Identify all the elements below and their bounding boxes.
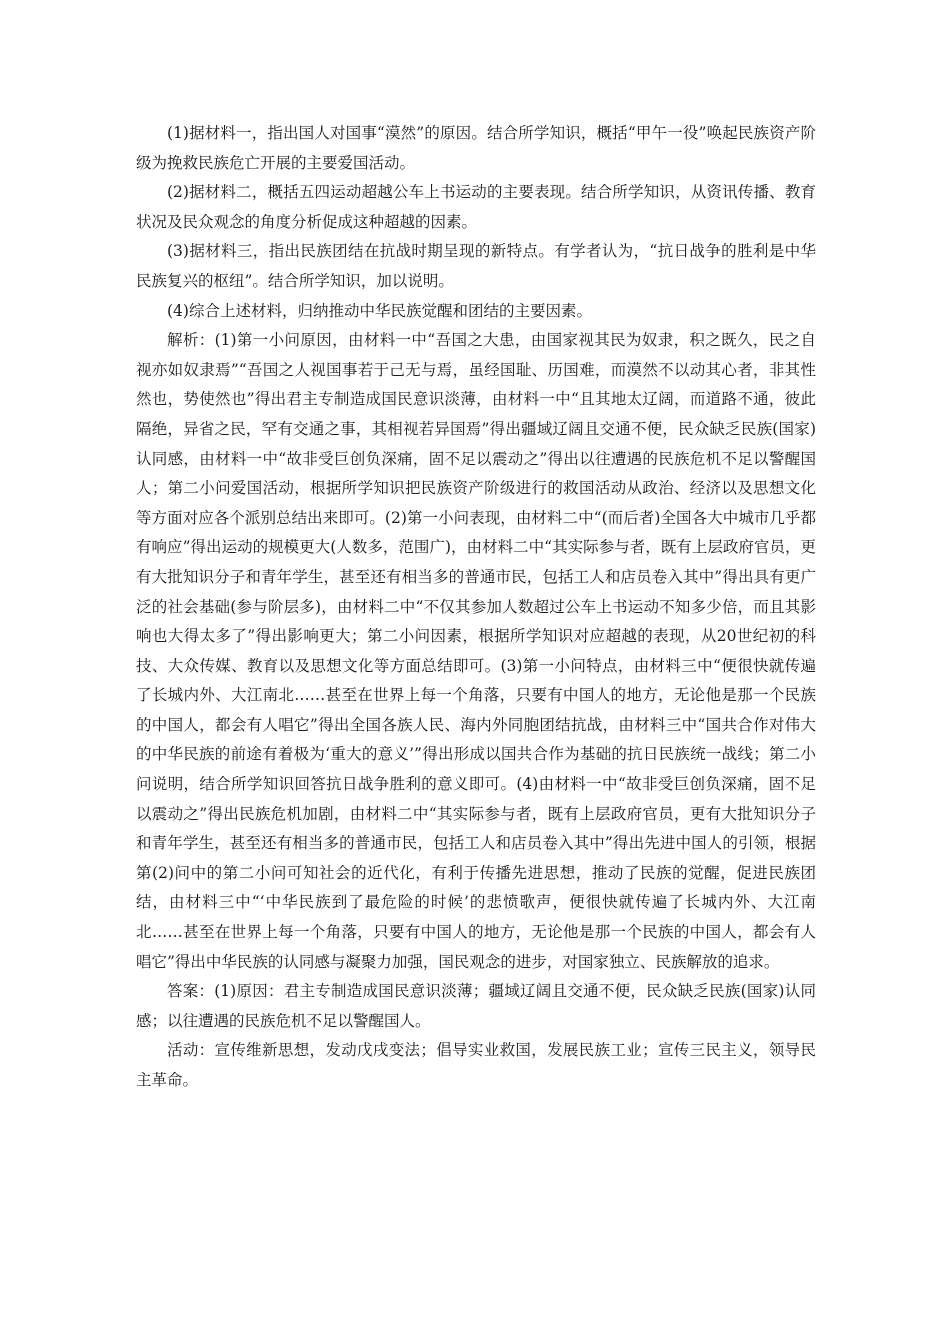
question-2: (2)据材料二，概括五四运动超越公车上书运动的主要表现。结合所学知识，从资讯传播、教育状况及民众观念的角度分析促成这种超越的因素。 — [136, 183, 816, 231]
answer-paragraph: 答案：(1)原因：君主专制造成国民意识淡薄；疆域辽阔且交通不便，民众缺乏民族(国家)认同感；以往遭遇的民族危机不足以警醒国人。 — [136, 982, 816, 1030]
analysis-paragraph: 解析：(1)第一小问原因，由材料一中“吾国之大患，由国家视其民为奴隶，积之既久，民之自视亦如奴隶焉”“吾国之人视国事若于己无与焉，虽经国耻、历国难，而漠然不以动其心者，非其性然也，势使然也”得出君主专制造成国民意识淡薄，由材料一中“且其地太辽阔，而道路不通，彼此隔绝，异省之民，罕有交通之事，其相视若异国焉”得出疆域辽阔且交通不便，民众缺乏民族(国家)认同感，由材料一中“故非受巨创负深痛，固不足以震动之”得出以往遭遇的民族危机不足以警醒国人；第二小问爱国活动，根据所学知识把民族资产阶级进行的救国活动从政治、经济以及思想文化等方面对应各个派别总结出来即可。(2)第一小问表现，由材料二中“(而后者)全国各大中城市几乎都有响应”得出运动的规模更大(人数多，范围广)，由材料二中“其实际参与者，既有上层政府官员，更有大批知识分子和青年学生，甚至还有相当多的普通市民，包括工人和店员卷入其中”得出具有更广泛的社会基础(参与阶层多)，由材料二中“不仅其参加人数超过公车上书运动不知多少倍，而且其影响也大得太多了”得出影响更大；第二小问因素，根据所学知识对应超越的表现，从20世纪初的科技、大众传媒、教育以及思想文化等方面总结即可。(3)第一小问特点，由材料三中“便很快就传遍了长城内外、大江南北……甚至在世界上每一个角落，只要有中国人的地方，无论他是那一个民族的中国人，都会有人唱它”得出全国各族人民、海内外同胞团结抗战，由材料三中“国共合作对伟大的中华民族的前途有着极为‘重大的意义’”得出形成以国共合作为基础的抗日民族统一战线；第二小问说明，结合所学知识回答抗日战争胜利的意义即可。(4)由材料一中“故非受巨创负深痛，固不足以震动之”得出民族危机加剧，由材料二中“其实际参与者，既有上层政府官员，更有大批知识分子和青年学生，甚至还有相当多的普通市民，包括工人和店员卷入其中”得出先进中国人的引领，根据第(2)问中的第二小问可知社会的近代化，有利于传播先进思想，推动了民族的觉醒，促进民族团结，由材料三中“‘中华民族到了最危险的时候’的悲愤歌声，便很快就传遍了长城内外、大江南北……甚至在世界上每一个角落，只要有中国人的地方，无论他是那一个民族的中国人，都会有人唱它”得出中华民族的认同感与凝聚力加强，国民观念的进步，对国家独立、民族解放的追求。 — [136, 331, 816, 971]
document-body — [136, 119, 816, 1096]
question-4: (4)综合上述材料，归纳推动中华民族觉醒和团结的主要因素。 — [167, 301, 592, 320]
question-1: (1)据材料一，指出国人对国事“漠然”的原因。结合所学知识，概括“甲午一役”唤起民族资产阶级为挽救民族危亡开展的主要爱国活动。 — [136, 124, 816, 172]
question-3: (3)据材料三，指出民族团结在抗战时期呈现的新特点。有学者认为，“抗日战争的胜利是中华民族复兴的枢纽”。结合所学知识，加以说明。 — [136, 242, 816, 290]
activity-paragraph: 活动：宣传维新思想，发动戊戌变法；倡导实业救国，发展民族工业；宣传三民主义，领导民主革命。 — [136, 1041, 816, 1089]
